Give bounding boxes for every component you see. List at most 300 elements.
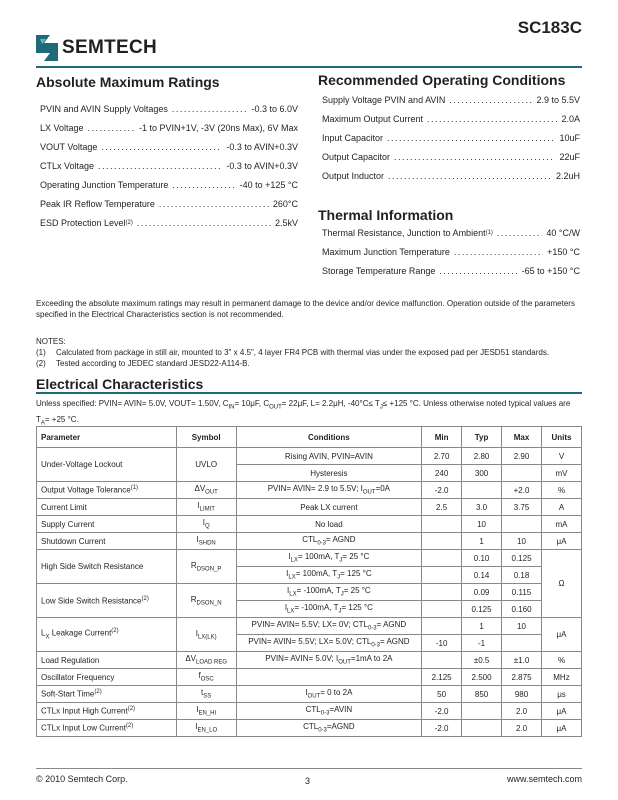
conditions-subscript: J <box>337 574 341 581</box>
conditions-text: I <box>284 603 288 613</box>
typ-cell: -1 <box>462 635 502 652</box>
spec-value: 40 °C/W <box>546 228 580 238</box>
leader-dots <box>88 123 135 142</box>
param-subscript: X <box>45 634 50 641</box>
rec-op-row <box>322 114 580 133</box>
conditions-text: PVIN= AVIN= 5.5V; LX= 5.0V; CTL <box>248 637 372 647</box>
symbol-cell <box>176 703 236 720</box>
elec-rule <box>36 392 582 394</box>
abs-max-list <box>40 104 298 237</box>
spec-value: 22uF <box>559 152 580 162</box>
min-cell: 240 <box>422 465 462 482</box>
conditions-cell <box>236 516 422 533</box>
symbol-subscript: OUT <box>205 489 218 496</box>
symbol-cell <box>176 584 236 618</box>
spec-label: Peak IR Reflow Temperature <box>40 199 155 209</box>
spec-value: +150 °C <box>547 247 580 257</box>
table-row <box>37 499 582 516</box>
min-cell <box>422 550 462 567</box>
leader-dots <box>172 180 235 199</box>
table-row <box>37 720 582 737</box>
param-text: Soft-Start Time <box>41 689 95 699</box>
spec-label: CTLx Voltage <box>40 161 95 171</box>
symbol-text: I <box>195 628 198 638</box>
elec-title: Electrical Characteristics <box>36 376 204 392</box>
elec-conditions <box>36 398 582 429</box>
symbol-text: ΔV <box>185 654 196 664</box>
conditions-text-tail: = -100mA, T <box>294 603 339 613</box>
spec-value: -40 to +125 °C <box>239 180 298 190</box>
conditions-text: I <box>305 688 308 698</box>
col-header-min: Min <box>422 427 462 448</box>
typ-cell: 850 <box>462 686 502 703</box>
conditions-text: Peak LX current <box>300 502 358 512</box>
elec-conditions-line1: Unless specified: PVIN= AVIN= 5.0V, VOUT= 1.50V, $C_{IN}= 10\mu F$, $C_{OUT}= 22\mu F$, L= 2.2μH, $-40^\circ C\le T_J\le +125$ °C. Unless otherwise noted typical values are <box>36 399 571 411</box>
rec-op-row <box>322 171 580 190</box>
max-cell: 2.0 <box>502 720 542 737</box>
symbol-text: ΔV <box>194 484 206 494</box>
param-cell <box>37 720 177 737</box>
min-cell <box>422 533 462 550</box>
units-cell: MHz <box>542 669 582 686</box>
symbol-text: I <box>196 535 199 545</box>
conditions-cell <box>236 635 422 652</box>
min-cell <box>422 567 462 584</box>
conditions-cell <box>236 652 422 669</box>
spec-label: Thermal Resistance, Junction to Ambient <box>322 228 486 238</box>
leader-dots <box>439 266 517 285</box>
leader-dots <box>159 199 269 218</box>
spec-value: -65 to +150 °C <box>521 266 580 276</box>
conditions-subscript: 0-3 <box>371 642 380 649</box>
max-cell: 3.75 <box>502 499 542 516</box>
conditions-cell <box>236 703 422 720</box>
abs-max-row <box>40 142 298 161</box>
symbol-subscript: EN_LO <box>197 727 218 734</box>
param-text: High Side Switch Resistance <box>41 562 144 571</box>
symbol-cell <box>176 550 236 584</box>
conditions-text-tail: =0A <box>375 484 391 494</box>
conditions-text-tail: =1mA to 2A <box>350 654 393 664</box>
header-rule <box>36 66 582 68</box>
footnote-ref: (1) <box>130 485 139 492</box>
symbol-cell <box>176 686 236 703</box>
min-cell: -10 <box>422 635 462 652</box>
leader-dots <box>98 161 222 180</box>
units-cell: μA <box>542 533 582 550</box>
symbol-subscript: SS <box>203 693 212 700</box>
param-text: Load Regulation <box>41 655 100 665</box>
conditions-subscript: OUT <box>338 659 351 666</box>
typ-cell: 300 <box>462 465 502 482</box>
conditions-cell <box>236 584 422 601</box>
col-header-typ: Typ <box>462 427 502 448</box>
param-cell <box>37 499 177 516</box>
footnote-ref: (2) <box>125 220 133 226</box>
conditions-cell <box>236 601 422 618</box>
footnote-ref: (2) <box>125 723 134 730</box>
conditions-subscript: J <box>340 591 344 598</box>
typ-cell: 0.10 <box>462 550 502 567</box>
max-cell: 10 <box>502 533 542 550</box>
min-cell <box>422 584 462 601</box>
conditions-subscript: OUT <box>307 693 321 700</box>
symbol-cell <box>176 669 236 686</box>
electrical-characteristics-table <box>36 426 582 737</box>
max-cell: 2.875 <box>502 669 542 686</box>
max-cell: 2.90 <box>502 448 542 465</box>
part-number: SC183C <box>517 18 582 37</box>
table-row <box>37 618 582 635</box>
abs-max-row <box>40 180 298 199</box>
param-cell <box>37 618 177 652</box>
spec-label: LX Voltage <box>40 123 84 133</box>
notes-block <box>36 336 582 369</box>
spec-value: 2.0A <box>561 114 580 124</box>
spec-value: -0.3 to AVIN+0.3V <box>226 142 298 152</box>
conditions-cell <box>236 499 422 516</box>
symbol-text: t <box>201 688 204 698</box>
footnote-ref: (2) <box>94 689 102 696</box>
conditions-cell <box>236 550 422 567</box>
table-row <box>37 669 582 686</box>
units-cell: mA <box>542 516 582 533</box>
conditions-subscript: LX <box>288 574 296 581</box>
typ-cell <box>462 482 502 499</box>
param-cell <box>37 550 177 584</box>
units-cell: A <box>542 499 582 516</box>
conditions-cell <box>236 533 422 550</box>
thermal-row <box>322 228 580 247</box>
spec-value: -0.3 to AVIN+0.3V <box>226 161 298 171</box>
spec-value: -1 to PVIN+1V, -3V (20ns Max), 6V Max <box>139 123 298 133</box>
conditions-text: I <box>286 569 289 579</box>
conditions-text: CTL <box>303 722 319 732</box>
symbol-cell <box>176 448 236 482</box>
conditions-cell <box>236 686 422 703</box>
abs-max-row <box>40 104 298 123</box>
leader-dots <box>388 171 552 190</box>
footnote-ref: (1) <box>485 230 493 236</box>
footer-rule <box>36 768 582 769</box>
typ-cell: 0.14 <box>462 567 502 584</box>
param-text: Current Limit <box>41 502 87 512</box>
typ-cell: 1 <box>462 533 502 550</box>
conditions-cell <box>236 567 422 584</box>
conditions-text-tail: = 125 °C <box>340 569 372 579</box>
rec-op-row <box>322 133 580 152</box>
col-header-max: Max <box>502 427 542 448</box>
units-cell: μs <box>542 686 582 703</box>
conditions-text-tail: = 100mA, T <box>297 552 340 562</box>
typ-cell: 1 <box>462 618 502 635</box>
spec-label: ESD Protection Level <box>40 218 126 228</box>
conditions-text-tail: = 100mA, T <box>295 569 338 579</box>
typ-cell: 2.80 <box>462 448 502 465</box>
symbol-text: I <box>195 722 198 732</box>
units-cell: % <box>542 482 582 499</box>
abs-max-row <box>40 161 298 180</box>
conditions-subscript: 0-3 <box>317 540 326 547</box>
symbol-text: R <box>190 594 197 604</box>
param-text: CTLx Input Low Current <box>41 723 126 733</box>
col-header-symbol: Symbol <box>176 427 236 448</box>
page-number: 3 <box>305 776 311 786</box>
conditions-text: I <box>287 586 290 596</box>
min-cell <box>422 652 462 669</box>
note-text: Tested according to JEDEC standard JESD22-A114-B. <box>56 359 250 368</box>
table-row <box>37 550 582 567</box>
leader-dots <box>172 104 248 123</box>
conditions-cell <box>236 448 422 465</box>
param-text: Supply Current <box>41 519 95 529</box>
conditions-text: No load <box>315 519 343 529</box>
param-text-tail: Leakage Current <box>49 629 112 639</box>
conditions-subscript: J <box>338 608 342 615</box>
conditions-text-tail: = 0 to 2A <box>320 688 353 698</box>
leader-dots <box>101 142 222 161</box>
conditions-subscript: LX <box>290 557 298 564</box>
param-cell <box>37 482 177 499</box>
spec-value: 2.5kV <box>274 218 298 228</box>
symbol-text: R <box>190 560 197 570</box>
symbol-cell <box>176 652 236 669</box>
elec-conditions-line2: $T_A= +25$ °C. <box>36 414 79 427</box>
semtech-logo <box>36 34 157 62</box>
param-cell <box>37 652 177 669</box>
table-row <box>37 533 582 550</box>
symbol-subscript: Q <box>204 523 210 530</box>
typ-cell: 10 <box>462 516 502 533</box>
typ-cell: 2.500 <box>462 669 502 686</box>
conditions-subscript: LX <box>287 608 295 615</box>
symbol-text: f <box>198 671 201 681</box>
conditions-subscript: J <box>339 557 343 564</box>
min-cell: -2.0 <box>422 482 462 499</box>
table-row <box>37 584 582 601</box>
typ-cell: ±0.5 <box>462 652 502 669</box>
symbol-subscript: EN_HI <box>198 710 217 717</box>
symbol-subscript: LX(LK) <box>197 634 217 641</box>
max-cell: 2.0 <box>502 703 542 720</box>
max-cell <box>502 635 542 652</box>
spec-label: Maximum Junction Temperature <box>322 247 450 257</box>
min-cell: 2.125 <box>422 669 462 686</box>
conditions-text: CTL <box>302 535 318 545</box>
symbol-cell <box>176 720 236 737</box>
symbol-cell <box>176 499 236 516</box>
symbol-cell <box>176 482 236 499</box>
abs-max-title: Absolute Maximum Ratings <box>36 74 220 90</box>
conditions-text-tail: = AGND <box>379 637 410 647</box>
param-text: Shutdown Current <box>41 536 106 546</box>
param-cell <box>37 703 177 720</box>
table-header-row <box>37 427 582 448</box>
col-header-conditions: Conditions <box>236 427 422 448</box>
conditions-text: PVIN= AVIN= 5.5V; LX= 0V; CTL <box>251 620 368 630</box>
abs-max-row <box>40 218 298 237</box>
max-cell <box>502 516 542 533</box>
spec-value: 2.9 to 5.5V <box>536 95 580 105</box>
conditions-text-tail: = -100mA, T <box>296 586 341 596</box>
typ-cell: 0.125 <box>462 601 502 618</box>
thermal-title: Thermal Information <box>318 207 454 223</box>
symbol-subscript: OSC <box>200 676 214 683</box>
rec-op-title: Recommended Operating Conditions <box>318 72 566 88</box>
conditions-text: PVIN= AVIN= 5.0V; I <box>265 654 339 664</box>
symbol-text: I <box>196 705 199 715</box>
abs-max-row <box>40 199 298 218</box>
leader-dots <box>394 152 555 171</box>
max-cell: 980 <box>502 686 542 703</box>
spec-label: Input Capacitor <box>322 133 384 143</box>
param-text: L <box>41 629 46 639</box>
conditions-subscript: 0-3 <box>367 625 377 632</box>
conditions-text: PVIN= AVIN= 2.9 to 5.5V; I <box>267 484 363 494</box>
param-text: Low Side Switch Resistance <box>41 596 142 606</box>
leader-dots <box>427 114 557 133</box>
table-row <box>37 516 582 533</box>
max-cell: 0.115 <box>502 584 542 601</box>
conditions-text: Hysteresis <box>310 468 348 478</box>
param-cell <box>37 584 177 618</box>
conditions-cell <box>236 669 422 686</box>
notes-title: NOTES: <box>36 337 66 346</box>
param-cell <box>37 448 177 482</box>
units-cell: V <box>542 448 582 465</box>
note-text: Calculated from package in still air, mounted to 3" x 4.5", 4 layer FR4 PCB with thermal vias under the exposed pad per JESD51 standards. <box>56 348 550 357</box>
table-row <box>37 703 582 720</box>
symbol-text: I <box>202 518 205 528</box>
spec-label: Output Inductor <box>322 171 385 181</box>
note-item <box>36 347 582 358</box>
symbol-subscript: LIMIT <box>199 506 215 513</box>
param-cell <box>37 686 177 703</box>
conditions-subscript: LX <box>289 591 297 598</box>
symbol-cell <box>176 618 236 652</box>
min-cell: -2.0 <box>422 703 462 720</box>
rec-op-list <box>322 95 580 190</box>
note-number: (2) <box>36 359 46 368</box>
rec-op-row <box>322 152 580 171</box>
conditions-text-tail: =AVIN <box>329 705 353 715</box>
symbol-subscript: SHDN <box>198 540 216 547</box>
conditions-text-tail: = 25 °C <box>343 586 371 596</box>
spec-label: VOUT Voltage <box>40 142 98 152</box>
units-cell: μA <box>542 720 582 737</box>
conditions-subscript: OUT <box>362 489 376 496</box>
max-cell: ±1.0 <box>502 652 542 669</box>
col-header-units: Units <box>542 427 582 448</box>
max-cell: +2.0 <box>502 482 542 499</box>
table-row <box>37 448 582 465</box>
conditions-cell <box>236 482 422 499</box>
conditions-text: I <box>288 552 291 562</box>
spec-label: PVIN and AVIN Supply Voltages <box>40 104 168 114</box>
spec-label: Supply Voltage PVIN and AVIN <box>322 95 446 105</box>
spec-value: 10uF <box>559 133 580 143</box>
conditions-text-tail: = AGND <box>376 620 407 630</box>
table-row <box>37 686 582 703</box>
website-link[interactable]: www.semtech.com <box>506 774 582 784</box>
rec-op-row <box>322 95 580 114</box>
min-cell <box>422 516 462 533</box>
param-cell <box>37 516 177 533</box>
typ-cell <box>462 720 502 737</box>
col-header-parameter: Parameter <box>37 427 177 448</box>
conditions-cell <box>236 720 422 737</box>
leader-dots <box>454 247 543 266</box>
spec-label: Operating Junction Temperature <box>40 180 169 190</box>
min-cell: 50 <box>422 686 462 703</box>
spec-label: Maximum Output Current <box>322 114 424 124</box>
footnote-ref: (2) <box>141 595 149 602</box>
conditions-cell <box>236 465 422 482</box>
max-cell: 0.18 <box>502 567 542 584</box>
table-row <box>37 652 582 669</box>
symbol-cell <box>176 533 236 550</box>
spec-value: -0.3 to 6.0V <box>251 104 298 114</box>
min-cell: 2.5 <box>422 499 462 516</box>
symbol-cell <box>176 516 236 533</box>
leader-dots <box>387 133 555 152</box>
min-cell <box>422 601 462 618</box>
units-cell: % <box>542 652 582 669</box>
min-cell <box>422 618 462 635</box>
symbol-text: UVLO <box>195 460 218 469</box>
conditions-cell <box>236 618 422 635</box>
semtech-logo-icon <box>36 35 58 61</box>
typ-cell: 3.0 <box>462 499 502 516</box>
table-row <box>37 482 582 499</box>
conditions-text: Rising AVIN, PVIN=AVIN <box>284 451 373 461</box>
symbol-subscript: DSON_P <box>196 566 222 573</box>
note-number: (1) <box>36 348 46 357</box>
thermal-row <box>322 266 580 285</box>
min-cell: -2.0 <box>422 720 462 737</box>
spec-label: Output Capacitor <box>322 152 391 162</box>
units-cell: μA <box>542 703 582 720</box>
abs-max-row <box>40 123 298 142</box>
max-cell: 0.160 <box>502 601 542 618</box>
conditions-text: CTL <box>305 705 321 715</box>
param-text: Output Voltage Tolerance <box>41 485 131 495</box>
spec-label: Storage Temperature Range <box>322 266 436 276</box>
units-cell: mV <box>542 465 582 482</box>
symbol-subscript: LOAD REG <box>196 659 228 666</box>
symbol-text: I <box>197 501 200 511</box>
max-cell: 10 <box>502 618 542 635</box>
conditions-subscript: 0-3 <box>320 710 330 717</box>
conditions-text-tail: =AGND <box>326 722 355 732</box>
param-cell <box>37 533 177 550</box>
conditions-text-tail: = 125 °C <box>341 603 373 613</box>
typ-cell: 0.09 <box>462 584 502 601</box>
units-cell: Ω <box>542 550 582 618</box>
thermal-list <box>322 228 580 285</box>
typ-cell <box>462 703 502 720</box>
footnote-ref: (2) <box>127 706 136 713</box>
copyright: © 2010 Semtech Corp. <box>36 774 128 784</box>
min-cell: 2.70 <box>422 448 462 465</box>
brand-wordmark: SEMTECH <box>62 37 157 58</box>
spec-value: 2.2uH <box>555 171 580 181</box>
leader-dots <box>497 228 542 247</box>
note-item <box>36 358 582 369</box>
leader-dots <box>449 95 532 114</box>
param-text: Under-Voltage Lockout <box>41 460 123 469</box>
thermal-row <box>322 247 580 266</box>
